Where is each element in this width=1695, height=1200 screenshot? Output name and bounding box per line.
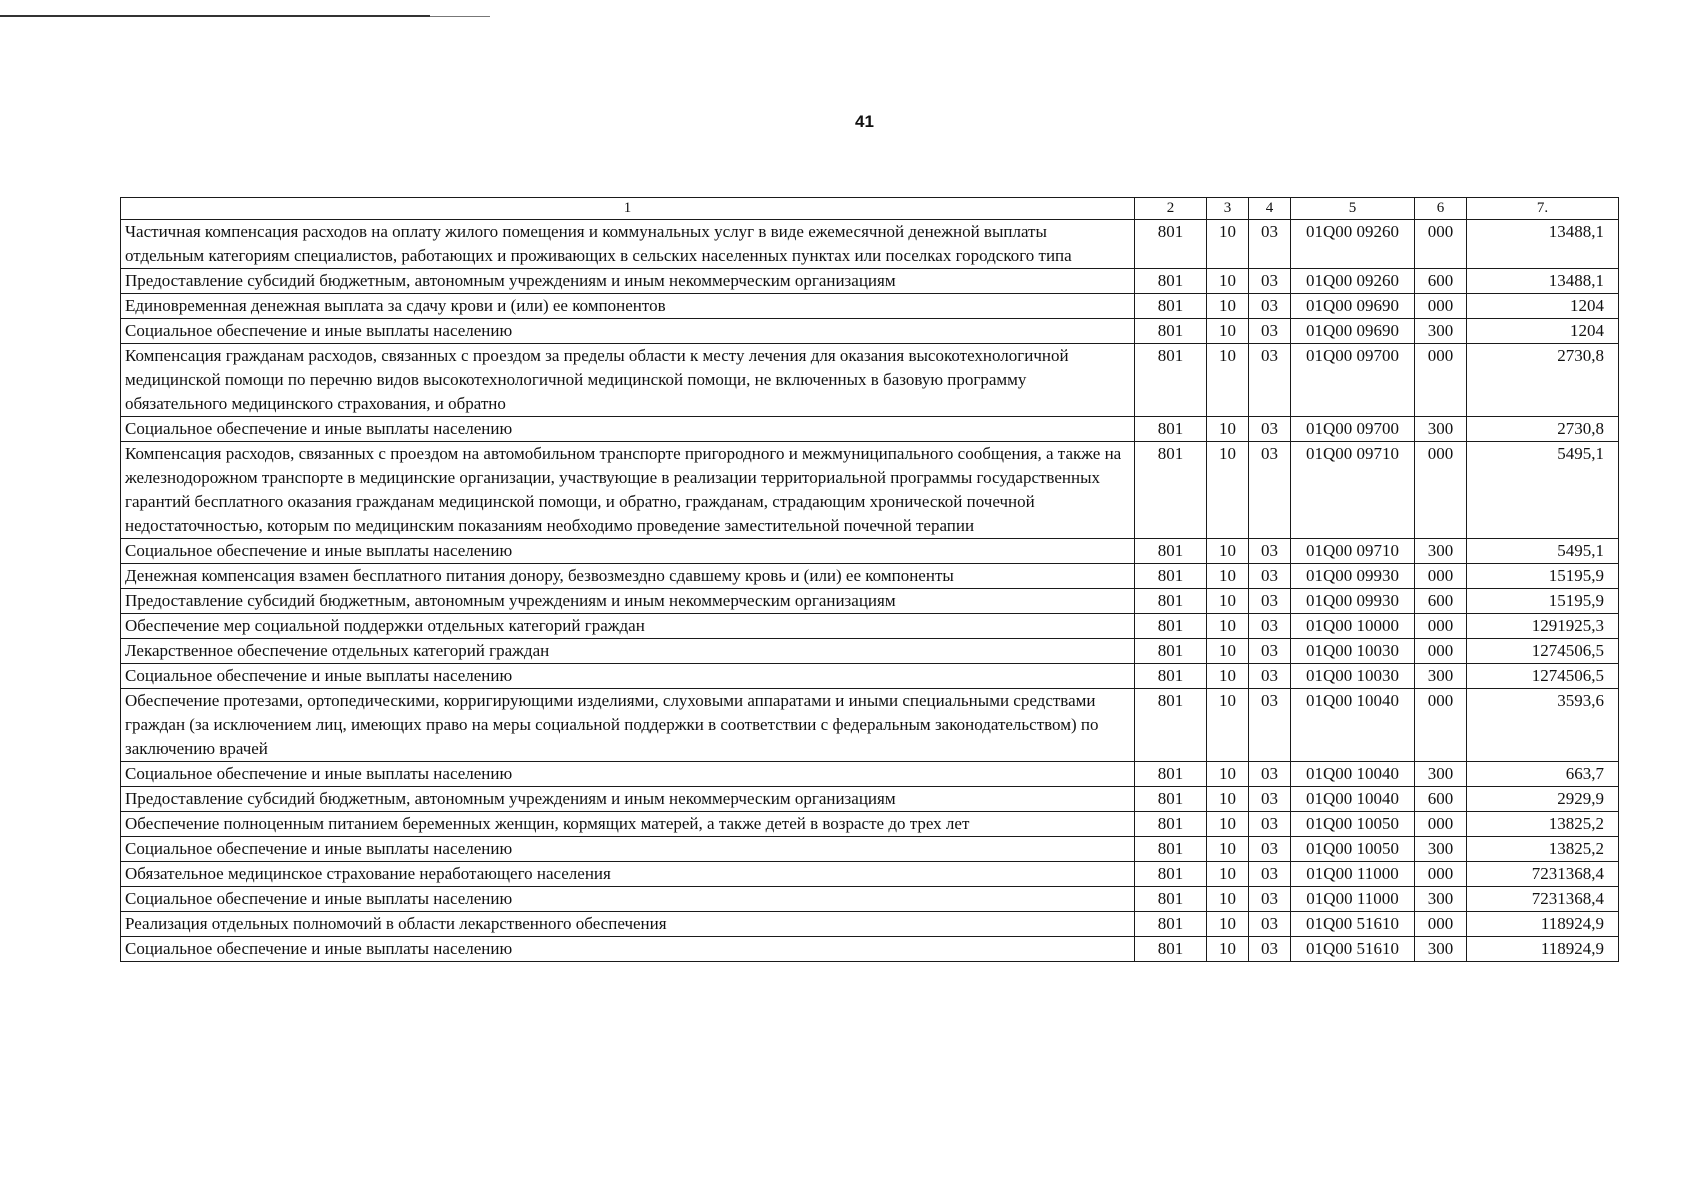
row-name-cell: Социальное обеспечение и иные выплаты населению [121, 664, 1135, 689]
row-section-cell: 10 [1207, 294, 1249, 319]
row-target-article-cell: 01Q00 09700 [1291, 417, 1415, 442]
table-row [121, 614, 1619, 639]
top-rule [0, 15, 430, 17]
row-expense-type-cell: 300 [1415, 837, 1467, 862]
row-name-cell: Социальное обеспечение и иные выплаты населению [121, 887, 1135, 912]
table-row [121, 787, 1619, 812]
row-name-cell: Социальное обеспечение и иные выплаты населению [121, 837, 1135, 862]
row-expense-type-cell: 000 [1415, 564, 1467, 589]
top-rule-fragment [430, 16, 490, 17]
row-expense-type-cell: 000 [1415, 862, 1467, 887]
row-amount-cell: 7231368,4 [1467, 862, 1619, 887]
row-subsection-cell: 03 [1249, 937, 1291, 962]
row-section-cell: 10 [1207, 689, 1249, 762]
row-name-cell: Социальное обеспечение и иные выплаты населению [121, 417, 1135, 442]
row-name-cell: Денежная компенсация взамен бесплатного питания донору, безвозмездно сдавшему кровь и (или) ее компоненты [121, 564, 1135, 589]
row-expense-type-cell: 300 [1415, 417, 1467, 442]
row-target-article-cell: 01Q00 10040 [1291, 787, 1415, 812]
row-admin-code-cell: 801 [1135, 689, 1207, 762]
table-row [121, 539, 1619, 564]
row-target-article-cell: 01Q00 09930 [1291, 589, 1415, 614]
row-expense-type-cell: 600 [1415, 269, 1467, 294]
header-cell-7: 7. [1467, 198, 1619, 220]
row-section-cell: 10 [1207, 912, 1249, 937]
row-target-article-cell: 01Q00 11000 [1291, 887, 1415, 912]
row-subsection-cell: 03 [1249, 639, 1291, 664]
row-expense-type-cell: 300 [1415, 539, 1467, 564]
table-row [121, 220, 1619, 269]
row-expense-type-cell: 000 [1415, 344, 1467, 417]
row-expense-type-cell: 000 [1415, 614, 1467, 639]
row-target-article-cell: 01Q00 11000 [1291, 862, 1415, 887]
table-row [121, 344, 1619, 417]
row-target-article-cell: 01Q00 09690 [1291, 319, 1415, 344]
row-section-cell: 10 [1207, 220, 1249, 269]
header-cell-5: 5 [1291, 198, 1415, 220]
row-admin-code-cell: 801 [1135, 812, 1207, 837]
row-amount-cell: 13488,1 [1467, 220, 1619, 269]
header-cell-3: 3 [1207, 198, 1249, 220]
row-section-cell: 10 [1207, 787, 1249, 812]
table-row [121, 639, 1619, 664]
row-target-article-cell: 01Q00 10040 [1291, 689, 1415, 762]
row-name-cell: Реализация отдельных полномочий в области лекарственного обеспечения [121, 912, 1135, 937]
header-cell-4: 4 [1249, 198, 1291, 220]
row-admin-code-cell: 801 [1135, 539, 1207, 564]
row-section-cell: 10 [1207, 812, 1249, 837]
row-expense-type-cell: 000 [1415, 812, 1467, 837]
row-admin-code-cell: 801 [1135, 614, 1207, 639]
row-section-cell: 10 [1207, 417, 1249, 442]
table-row [121, 294, 1619, 319]
row-section-cell: 10 [1207, 319, 1249, 344]
table-row [121, 664, 1619, 689]
row-target-article-cell: 01Q00 10030 [1291, 664, 1415, 689]
row-section-cell: 10 [1207, 344, 1249, 417]
row-name-cell: Социальное обеспечение и иные выплаты населению [121, 937, 1135, 962]
row-section-cell: 10 [1207, 837, 1249, 862]
row-name-cell: Обеспечение протезами, ортопедическими, корригирующими изделиями, слуховыми аппаратами и иными специальными средствами граждан (за исключением лиц, имеющих право на меры социальной поддержки в соответствии с федеральным законодательством) по заключению врачей [121, 689, 1135, 762]
row-amount-cell: 2730,8 [1467, 417, 1619, 442]
row-amount-cell: 3593,6 [1467, 689, 1619, 762]
row-name-cell: Компенсация гражданам расходов, связанных с проездом за пределы области к месту лечения для оказания высокотехнологичной медицинской помощи по перечню видов высокотехнологичной медицинской помощи, не включенных в базовую программу обязательного медицинского страхования, и обратно [121, 344, 1135, 417]
row-section-cell: 10 [1207, 762, 1249, 787]
row-expense-type-cell: 600 [1415, 787, 1467, 812]
row-section-cell: 10 [1207, 639, 1249, 664]
row-expense-type-cell: 300 [1415, 937, 1467, 962]
row-name-cell: Предоставление субсидий бюджетным, автономным учреждениям и иным некоммерческим организациям [121, 787, 1135, 812]
row-amount-cell: 118924,9 [1467, 937, 1619, 962]
row-amount-cell: 1274506,5 [1467, 664, 1619, 689]
row-amount-cell: 118924,9 [1467, 912, 1619, 937]
row-subsection-cell: 03 [1249, 762, 1291, 787]
row-admin-code-cell: 801 [1135, 344, 1207, 417]
row-name-cell: Социальное обеспечение и иные выплаты населению [121, 539, 1135, 564]
row-admin-code-cell: 801 [1135, 762, 1207, 787]
row-expense-type-cell: 000 [1415, 220, 1467, 269]
header-cell-2: 2 [1135, 198, 1207, 220]
row-amount-cell: 1204 [1467, 294, 1619, 319]
row-section-cell: 10 [1207, 539, 1249, 564]
row-section-cell: 10 [1207, 589, 1249, 614]
row-admin-code-cell: 801 [1135, 639, 1207, 664]
row-amount-cell: 13825,2 [1467, 837, 1619, 862]
row-expense-type-cell: 300 [1415, 664, 1467, 689]
row-section-cell: 10 [1207, 937, 1249, 962]
row-name-cell: Лекарственное обеспечение отдельных категорий граждан [121, 639, 1135, 664]
row-amount-cell: 5495,1 [1467, 539, 1619, 564]
row-section-cell: 10 [1207, 862, 1249, 887]
row-expense-type-cell: 600 [1415, 589, 1467, 614]
row-expense-type-cell: 000 [1415, 294, 1467, 319]
row-admin-code-cell: 801 [1135, 442, 1207, 539]
row-subsection-cell: 03 [1249, 589, 1291, 614]
row-admin-code-cell: 801 [1135, 912, 1207, 937]
row-expense-type-cell: 000 [1415, 689, 1467, 762]
row-target-article-cell: 01Q00 09700 [1291, 344, 1415, 417]
row-name-cell: Обеспечение полноценным питанием беременных женщин, кормящих матерей, а также детей в возрасте до трех лет [121, 812, 1135, 837]
row-subsection-cell: 03 [1249, 837, 1291, 862]
row-admin-code-cell: 801 [1135, 564, 1207, 589]
table-row [121, 269, 1619, 294]
row-subsection-cell: 03 [1249, 812, 1291, 837]
row-amount-cell: 1291925,3 [1467, 614, 1619, 639]
row-expense-type-cell: 300 [1415, 887, 1467, 912]
row-subsection-cell: 03 [1249, 787, 1291, 812]
row-target-article-cell: 01Q00 10050 [1291, 837, 1415, 862]
row-section-cell: 10 [1207, 887, 1249, 912]
row-admin-code-cell: 801 [1135, 664, 1207, 689]
row-target-article-cell: 01Q00 51610 [1291, 912, 1415, 937]
row-subsection-cell: 03 [1249, 664, 1291, 689]
row-section-cell: 10 [1207, 269, 1249, 294]
table-row [121, 762, 1619, 787]
row-admin-code-cell: 801 [1135, 787, 1207, 812]
row-target-article-cell: 01Q00 10050 [1291, 812, 1415, 837]
row-target-article-cell: 01Q00 09710 [1291, 442, 1415, 539]
row-admin-code-cell: 801 [1135, 937, 1207, 962]
row-name-cell: Обязательное медицинское страхование неработающего населения [121, 862, 1135, 887]
row-name-cell: Обеспечение мер социальной поддержки отдельных категорий граждан [121, 614, 1135, 639]
row-subsection-cell: 03 [1249, 294, 1291, 319]
row-target-article-cell: 01Q00 09690 [1291, 294, 1415, 319]
table-row [121, 812, 1619, 837]
row-amount-cell: 1274506,5 [1467, 639, 1619, 664]
row-name-cell: Предоставление субсидий бюджетным, автономным учреждениям и иным некоммерческим организациям [121, 589, 1135, 614]
table-row [121, 589, 1619, 614]
row-name-cell: Предоставление субсидий бюджетным, автономным учреждениям и иным некоммерческим организациям [121, 269, 1135, 294]
table-row [121, 442, 1619, 539]
row-section-cell: 10 [1207, 614, 1249, 639]
row-amount-cell: 2929,9 [1467, 787, 1619, 812]
row-expense-type-cell: 000 [1415, 639, 1467, 664]
row-expense-type-cell: 300 [1415, 762, 1467, 787]
table-row [121, 912, 1619, 937]
row-admin-code-cell: 801 [1135, 887, 1207, 912]
header-cell-1: 1 [121, 198, 1135, 220]
page-number: 41 [855, 112, 874, 131]
row-subsection-cell: 03 [1249, 417, 1291, 442]
row-admin-code-cell: 801 [1135, 837, 1207, 862]
row-amount-cell: 15195,9 [1467, 589, 1619, 614]
table-row [121, 319, 1619, 344]
row-subsection-cell: 03 [1249, 862, 1291, 887]
row-name-cell: Единовременная денежная выплата за сдачу крови и (или) ее компонентов [121, 294, 1135, 319]
row-expense-type-cell: 000 [1415, 912, 1467, 937]
budget-table [120, 197, 1619, 962]
row-subsection-cell: 03 [1249, 344, 1291, 417]
row-name-cell: Компенсация расходов, связанных с проездом на автомобильном транспорте пригородного и межмуниципального сообщения, а также на железнодорожном транспорте в медицинские организации, участвующие в реализации территориальной программы государственных гарантий бесплатного оказания гражданам медицинской помощи, и обратно, гражданам, страдающим хронической почечной недостаточностью, которым по медицинским показаниям необходимо проведение заместительной почечной терапии [121, 442, 1135, 539]
row-section-cell: 10 [1207, 442, 1249, 539]
table-row [121, 937, 1619, 962]
row-subsection-cell: 03 [1249, 220, 1291, 269]
row-expense-type-cell: 000 [1415, 442, 1467, 539]
table-row [121, 837, 1619, 862]
row-amount-cell: 7231368,4 [1467, 887, 1619, 912]
row-target-article-cell: 01Q00 09710 [1291, 539, 1415, 564]
row-section-cell: 10 [1207, 664, 1249, 689]
row-amount-cell: 13488,1 [1467, 269, 1619, 294]
row-amount-cell: 5495,1 [1467, 442, 1619, 539]
row-target-article-cell: 01Q00 10030 [1291, 639, 1415, 664]
row-subsection-cell: 03 [1249, 539, 1291, 564]
row-subsection-cell: 03 [1249, 319, 1291, 344]
row-target-article-cell: 01Q00 09260 [1291, 269, 1415, 294]
table-row [121, 887, 1619, 912]
row-admin-code-cell: 801 [1135, 220, 1207, 269]
table-row [121, 417, 1619, 442]
row-amount-cell: 13825,2 [1467, 812, 1619, 837]
row-subsection-cell: 03 [1249, 442, 1291, 539]
row-subsection-cell: 03 [1249, 564, 1291, 589]
row-target-article-cell: 01Q00 10000 [1291, 614, 1415, 639]
row-admin-code-cell: 801 [1135, 862, 1207, 887]
row-section-cell: 10 [1207, 564, 1249, 589]
table-row [121, 862, 1619, 887]
row-subsection-cell: 03 [1249, 269, 1291, 294]
row-name-cell: Социальное обеспечение и иные выплаты населению [121, 319, 1135, 344]
row-name-cell: Частичная компенсация расходов на оплату жилого помещения и коммунальных услуг в виде ежемесячной денежной выплаты отдельным категориям специалистов, работающих и проживающих в сельских населенных пунктах или поселках городского типа [121, 220, 1135, 269]
row-target-article-cell: 01Q00 51610 [1291, 937, 1415, 962]
row-target-article-cell: 01Q00 09260 [1291, 220, 1415, 269]
row-amount-cell: 1204 [1467, 319, 1619, 344]
row-subsection-cell: 03 [1249, 887, 1291, 912]
row-amount-cell: 15195,9 [1467, 564, 1619, 589]
row-expense-type-cell: 300 [1415, 319, 1467, 344]
row-amount-cell: 663,7 [1467, 762, 1619, 787]
table-header-row [121, 198, 1619, 220]
row-subsection-cell: 03 [1249, 689, 1291, 762]
row-subsection-cell: 03 [1249, 912, 1291, 937]
table-row [121, 689, 1619, 762]
row-name-cell: Социальное обеспечение и иные выплаты населению [121, 762, 1135, 787]
row-admin-code-cell: 801 [1135, 269, 1207, 294]
row-amount-cell: 2730,8 [1467, 344, 1619, 417]
row-admin-code-cell: 801 [1135, 589, 1207, 614]
header-cell-6: 6 [1415, 198, 1467, 220]
row-subsection-cell: 03 [1249, 614, 1291, 639]
table-row [121, 564, 1619, 589]
row-target-article-cell: 01Q00 09930 [1291, 564, 1415, 589]
row-target-article-cell: 01Q00 10040 [1291, 762, 1415, 787]
row-admin-code-cell: 801 [1135, 319, 1207, 344]
row-admin-code-cell: 801 [1135, 417, 1207, 442]
row-admin-code-cell: 801 [1135, 294, 1207, 319]
